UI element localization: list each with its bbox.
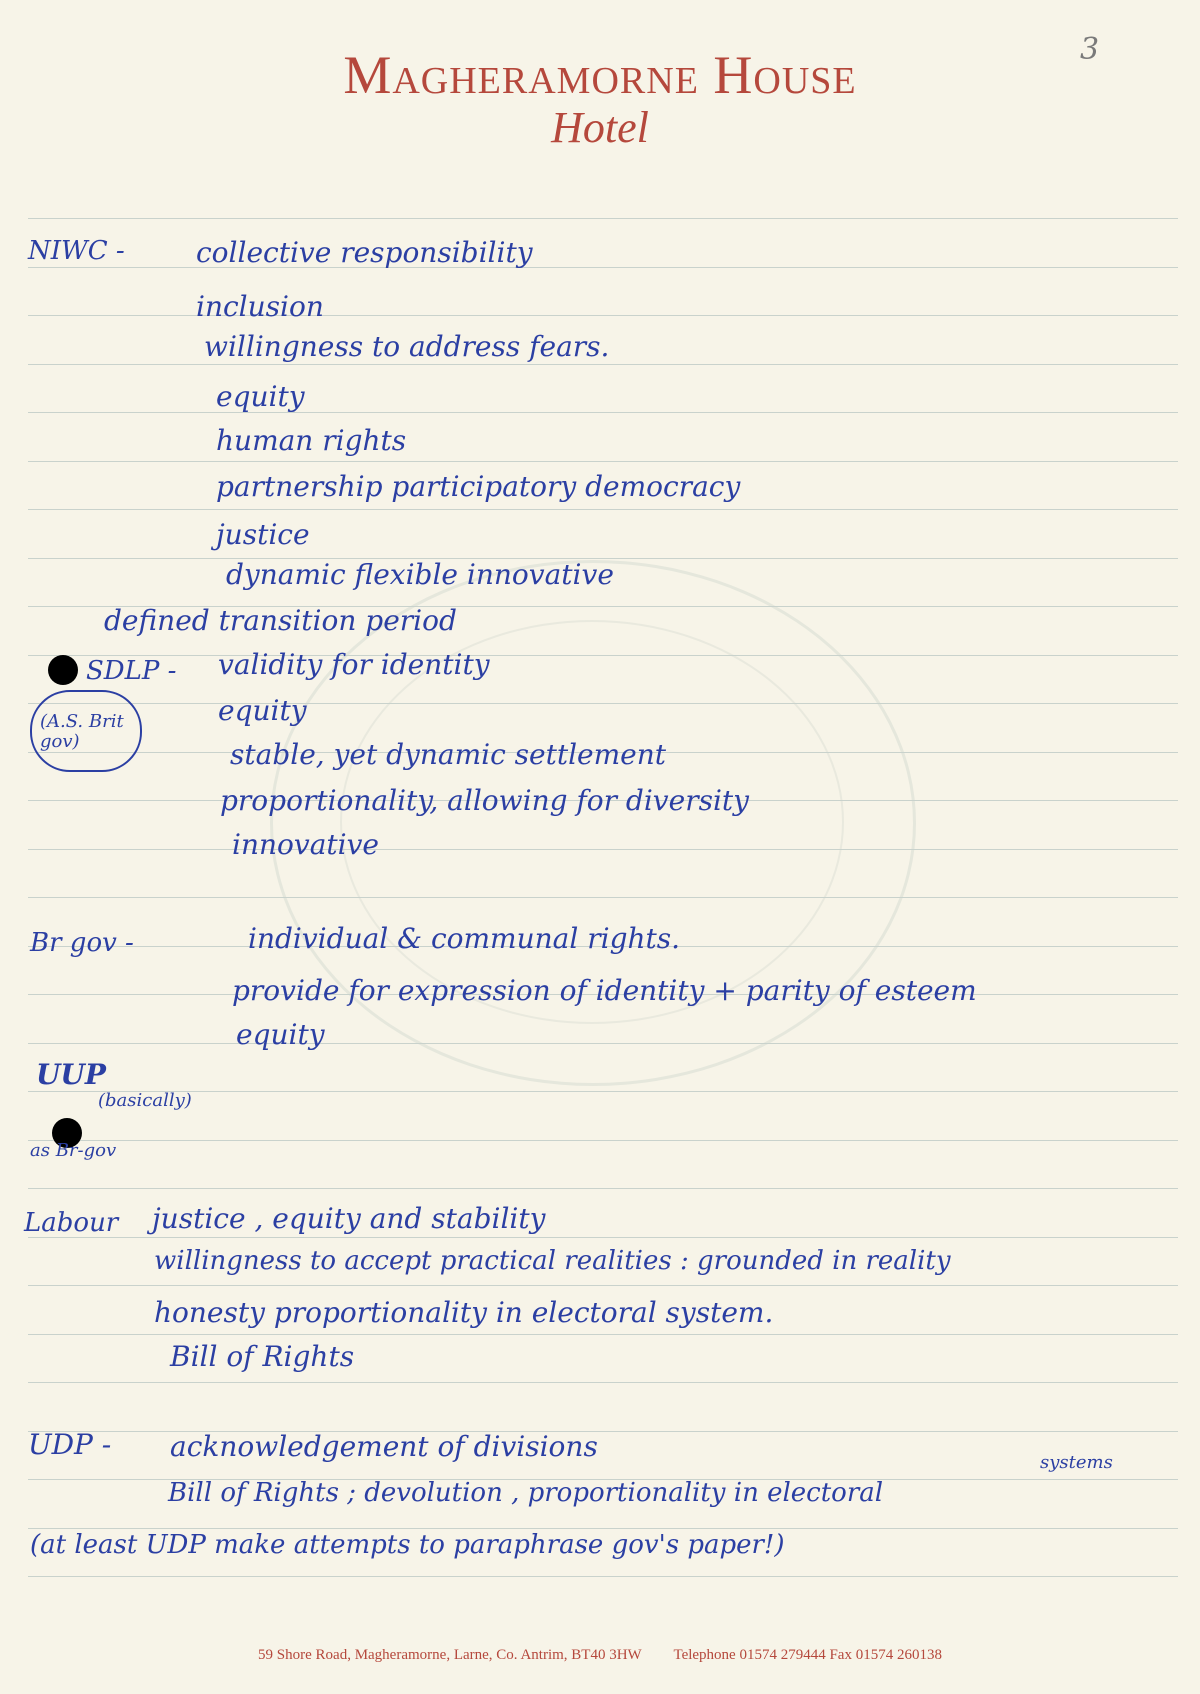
ruled-line bbox=[28, 849, 1178, 850]
niwc-item: justice bbox=[216, 518, 310, 551]
page-number: 3 bbox=[1080, 32, 1100, 67]
labour-label: Labour bbox=[24, 1208, 119, 1238]
labour-item: honesty proportionality in electoral system. bbox=[154, 1296, 774, 1329]
sdlp-item: validity for identity bbox=[218, 648, 490, 681]
ruled-line bbox=[28, 1091, 1178, 1092]
uup-note: (basically) bbox=[98, 1090, 192, 1111]
brgov-item: provide for expression of identity + parity of esteem bbox=[232, 974, 977, 1007]
letterhead-title: Magheramorne House bbox=[343, 45, 857, 105]
labour-item: justice , equity and stability bbox=[152, 1202, 546, 1235]
footer-phone: Telephone 01574 279444 Fax 01574 260138 bbox=[673, 1647, 942, 1663]
brgov-label: Br gov - bbox=[30, 928, 134, 958]
niwc-item: inclusion bbox=[196, 290, 324, 323]
udp-label: UDP - bbox=[28, 1428, 112, 1461]
ruled-line bbox=[28, 1382, 1178, 1383]
ruled-line bbox=[28, 1528, 1178, 1529]
udp-item: Bill of Rights ; devolution , proportionality in electoral bbox=[168, 1478, 884, 1508]
uup-margin-note: as Br-gov bbox=[30, 1140, 117, 1161]
udp-item: acknowledgement of divisions bbox=[170, 1430, 598, 1463]
letterhead-footer bbox=[0, 1647, 1200, 1664]
labour-item: willingness to accept practical realities : grounded in reality bbox=[154, 1246, 951, 1276]
punch-hole-top bbox=[48, 655, 78, 685]
sdlp-margin-note: (A.S. Brit gov) bbox=[40, 711, 124, 752]
ruled-line bbox=[28, 897, 1178, 898]
ruled-line bbox=[28, 1237, 1178, 1238]
brgov-item: individual & communal rights. bbox=[248, 922, 681, 955]
sdlp-item: innovative bbox=[232, 828, 379, 861]
niwc-item: dynamic flexible innovative bbox=[226, 558, 614, 591]
ruled-line bbox=[28, 1334, 1178, 1335]
niwc-item: collective responsibility bbox=[196, 236, 533, 269]
ruled-line bbox=[28, 412, 1178, 413]
footer-address: 59 Shore Road, Magheramorne, Larne, Co. Antrim, BT40 3HW bbox=[258, 1647, 642, 1663]
ruled-line bbox=[28, 655, 1178, 656]
niwc-item: human rights bbox=[216, 424, 407, 457]
transition-note: defined transition period bbox=[104, 604, 457, 637]
ruled-line bbox=[28, 1576, 1178, 1577]
sdlp-item: proportionality, allowing for diversity bbox=[220, 784, 749, 817]
udp-insert: systems bbox=[1040, 1452, 1113, 1473]
letterhead-subtitle: Hotel bbox=[551, 103, 649, 152]
uup-label: UUP bbox=[36, 1058, 106, 1091]
niwc-item: equity bbox=[216, 380, 305, 413]
ruled-line bbox=[28, 1188, 1178, 1189]
niwc-label: NIWC - bbox=[28, 236, 125, 266]
ruled-line bbox=[28, 1140, 1178, 1141]
udp-item: (at least UDP make attempts to paraphrase gov's paper!) bbox=[30, 1530, 785, 1560]
ruled-line bbox=[28, 461, 1178, 462]
ruled-line bbox=[28, 703, 1178, 704]
ruled-line bbox=[28, 364, 1178, 365]
niwc-item: willingness to address fears. bbox=[204, 330, 610, 363]
labour-item: Bill of Rights bbox=[170, 1340, 355, 1373]
ruled-line bbox=[28, 1285, 1178, 1286]
ruled-line bbox=[28, 509, 1178, 510]
ruled-line bbox=[28, 1043, 1178, 1044]
ruled-line bbox=[28, 218, 1178, 219]
niwc-item: partnership participatory democracy bbox=[216, 470, 741, 503]
sdlp-item: equity bbox=[218, 694, 307, 727]
sdlp-label: SDLP - bbox=[86, 656, 177, 686]
brgov-item: equity bbox=[236, 1018, 325, 1051]
sdlp-item: stable, yet dynamic settlement bbox=[230, 738, 667, 771]
